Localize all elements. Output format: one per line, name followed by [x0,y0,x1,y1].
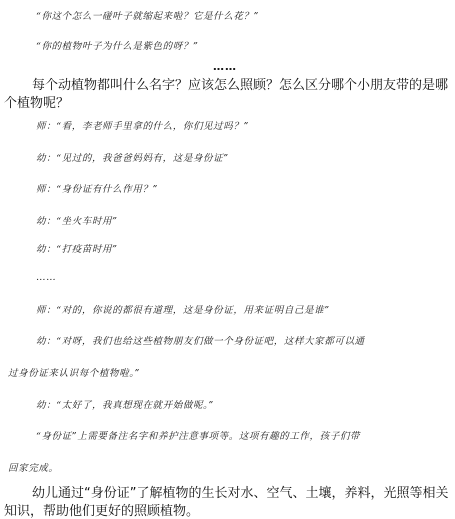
dialogue-line: 幼：“见过的，我爸爸妈妈有，这是身份证” [36,153,229,164]
paragraph-line: 每个动植物都叫什么名字？应该怎么照顾？怎么区分哪个小朋友带的是哪 [32,78,449,93]
dialogue-line: “身份证”上需要备注名字和养护注意事项等。这项有趣的工作，孩子们带 [36,431,361,442]
dialogue-line: 过身份证来认识每个植物啦。” [8,368,141,379]
dialogue-line: 幼：“坐火车时用” [36,216,118,227]
paragraph-line: 知识，帮助他们更好的照顾植物。 [4,504,200,519]
quote-line: “你这个怎么一碰叶子就缩起来啦？它是什么花？” [36,11,260,22]
dialogue-line: 师：“对的，你说的都很有道理，这是身份证，用来证明自己是谁” [36,305,330,316]
dialogue-line: 师：“身份证有什么作用？” [36,184,159,195]
dialogue-line: 幼：“太好了，我真想现在就开始做呢。” [36,400,214,411]
quote-line: “你的植物叶子为什么是紫色的呀？” [36,41,199,52]
paragraph-line: 幼儿通过“身份证”了解植物的生长对水、空气、土壤，养料，光照等相关 [32,486,449,501]
dialogue-line: …… [36,272,57,283]
dialogue-line: 回家完成。 [8,463,59,474]
dialogue-line: 幼：“打疫苗时用” [36,244,118,255]
dialogue-line: 师：“看，李老师手里拿的什么，你们见过吗？” [36,121,249,132]
dialogue-line: 幼：“对呀，我们也给这些植物朋友们做一个身份证吧，这样大家都可以通 [36,336,365,347]
ellipsis: …… [213,60,237,73]
paragraph-line: 个植物呢？ [4,96,70,111]
